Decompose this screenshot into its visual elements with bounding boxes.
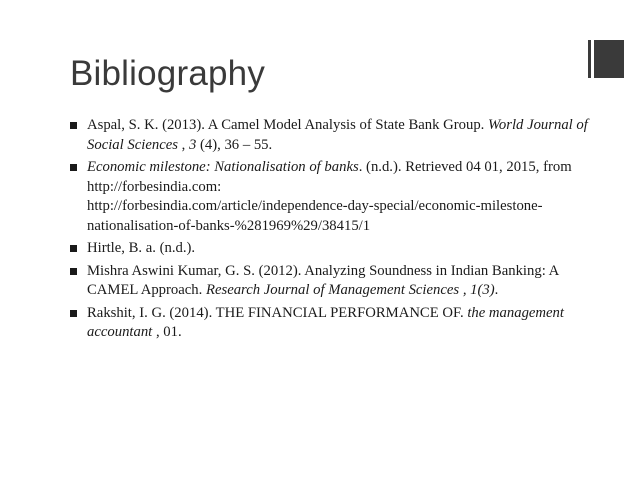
reference-text: Hirtle, B. a. (n.d.).: [87, 240, 196, 256]
reference-text: (4), 36 – 55.: [196, 136, 273, 153]
square-bullet-icon: [70, 164, 77, 171]
reference-url[interactable]: http://forbesindia.com/article/independence-day-special/economic-milestone-nationalisation-of-banks-%281969%29/38415/1: [87, 198, 543, 234]
reference-text: Rakshit, I. G. (2014). THE FINANCIAL PERFORMANCE OF.: [87, 304, 468, 321]
bibliography-list: [69, 116, 609, 346]
reference-volume: , 1(3): [459, 282, 495, 298]
logo-mark-icon: [588, 40, 624, 78]
square-bullet-icon: [70, 268, 77, 275]
square-bullet-icon: [70, 310, 77, 317]
reference-text: Mishra Aswini Kumar, G. S. (2012). Analyzing Soundness in Indian Banking: A CAMEL Approach.: [87, 262, 559, 298]
logo-thick-bar: [594, 40, 624, 78]
reference-text: . (n.d.). Retrieved 04 01, 2015, from http://forbesindia.com:: [87, 159, 572, 195]
reference-text: , 01.: [152, 324, 182, 340]
reference-text: .: [494, 282, 499, 298]
slide-title: Bibliography: [70, 54, 266, 93]
reference-text: Aspal, S. K. (2013). A Camel Model Analysis of State Bank Group.: [87, 117, 489, 133]
reference-item-hirtle: [69, 239, 609, 259]
reference-title: Economic milestone: Nationalisation of banks: [87, 159, 359, 175]
reference-item-mishra: [69, 262, 609, 301]
reference-journal: World Journal of Social Sciences: [87, 117, 588, 153]
square-bullet-icon: [70, 245, 77, 252]
reference-volume: 3: [188, 136, 197, 153]
square-bullet-icon: [70, 122, 77, 129]
reference-item-aspal: [69, 116, 609, 155]
reference-item-economic-milestone: [69, 158, 609, 236]
logo-thin-bar: [588, 40, 591, 78]
reference-item-rakshit: [69, 304, 609, 343]
reference-journal: Research Journal of Management Sciences: [205, 282, 460, 298]
reference-text: ,: [177, 136, 189, 153]
reference-journal: the management accountant: [87, 304, 564, 340]
